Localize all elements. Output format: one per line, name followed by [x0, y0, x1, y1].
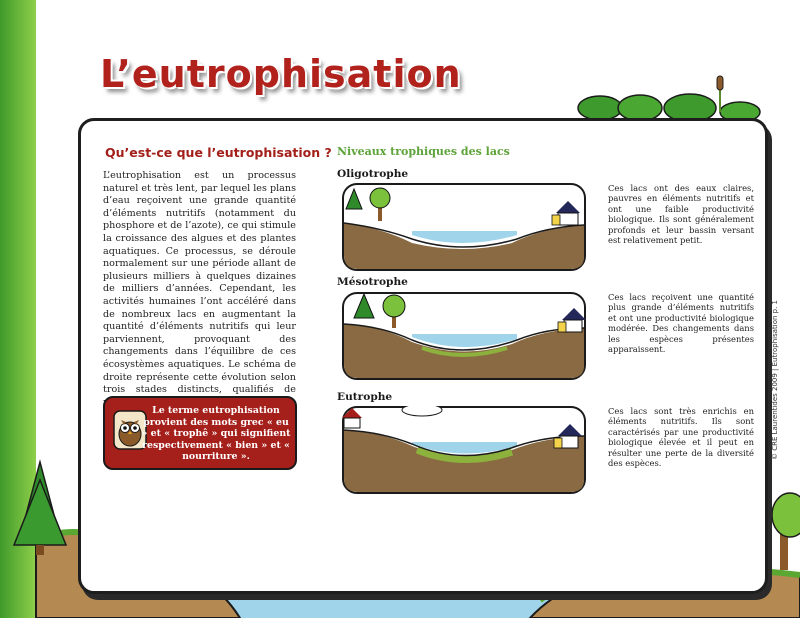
left-green-strip — [0, 0, 36, 618]
footer-credit — [771, 300, 785, 500]
footer-credit-text: © CRE Laurentides 2009 | Eutrophisation p. 1 — [771, 300, 779, 461]
levels-heading: Niveaux trophiques des lacs — [337, 145, 510, 158]
lake-diagram-eutrophe — [342, 406, 586, 494]
level-desc-mesotrophe: Ces lacs reçoivent une quantité plus grande d’éléments nutritifs et ont une productivité biologique modérée. Des changements dans les espèces présentes apparaissent. — [608, 292, 754, 355]
page-title: L’eutrophisation — [100, 52, 462, 96]
level-desc-oligotrophe: Ces lacs ont des eaux claires, pauvres en éléments nutritifs et ont une faible productivité biologique. Ils sont généralement profonds et leur bassin versant est relativement petit. — [608, 183, 754, 246]
level-desc-eutrophe: Ces lacs sont très enrichis en éléments nutritifs. Ils sont caractérisés par une productivité biologique élevée et il peut en résulter une perte de la diversité des espèces. — [608, 406, 754, 469]
level-name-eutrophe: Eutrophe — [337, 391, 393, 403]
intro-heading: Qu’est-ce que l’eutrophisation ? — [105, 145, 332, 160]
level-name-mesotrophe: Mésotrophe — [337, 276, 408, 288]
etymology-callout — [103, 396, 297, 470]
intro-paragraph: L’eutrophisation est un processus naturel et très lent, par lequel les plans d’eau reçoivent une grande quantité d’éléments nutritifs (notamment du phosphore et de l’azote), ce qui stimule la croissance des algues et des plantes aquatiques. Ce processus, se déroule normalement sur une période allant de plusieurs milliers à quelques dizaines de milliers d’années. Cependant, les activités humaines l’ont accéléré dans de nombreux lacs en augmentant la quantité d’éléments nutritifs qui leur parviennent, provoquant des changements dans l’équilibre de ces écosystèmes aquatiques. Le schéma de droite représente cette évolution selon trois stades distincts, qualifiés de — [103, 170, 296, 396]
callout-text: Le terme eutrophisation provient des mots grec « eu » et « trophê » qui signifient respectivement « bien » et « nourriture ». — [141, 405, 291, 463]
lake-diagram-mesotrophe — [342, 292, 586, 380]
lake-diagram-oligotrophe — [342, 183, 586, 271]
level-name-oligotrophe: Oligotrophe — [337, 168, 409, 180]
